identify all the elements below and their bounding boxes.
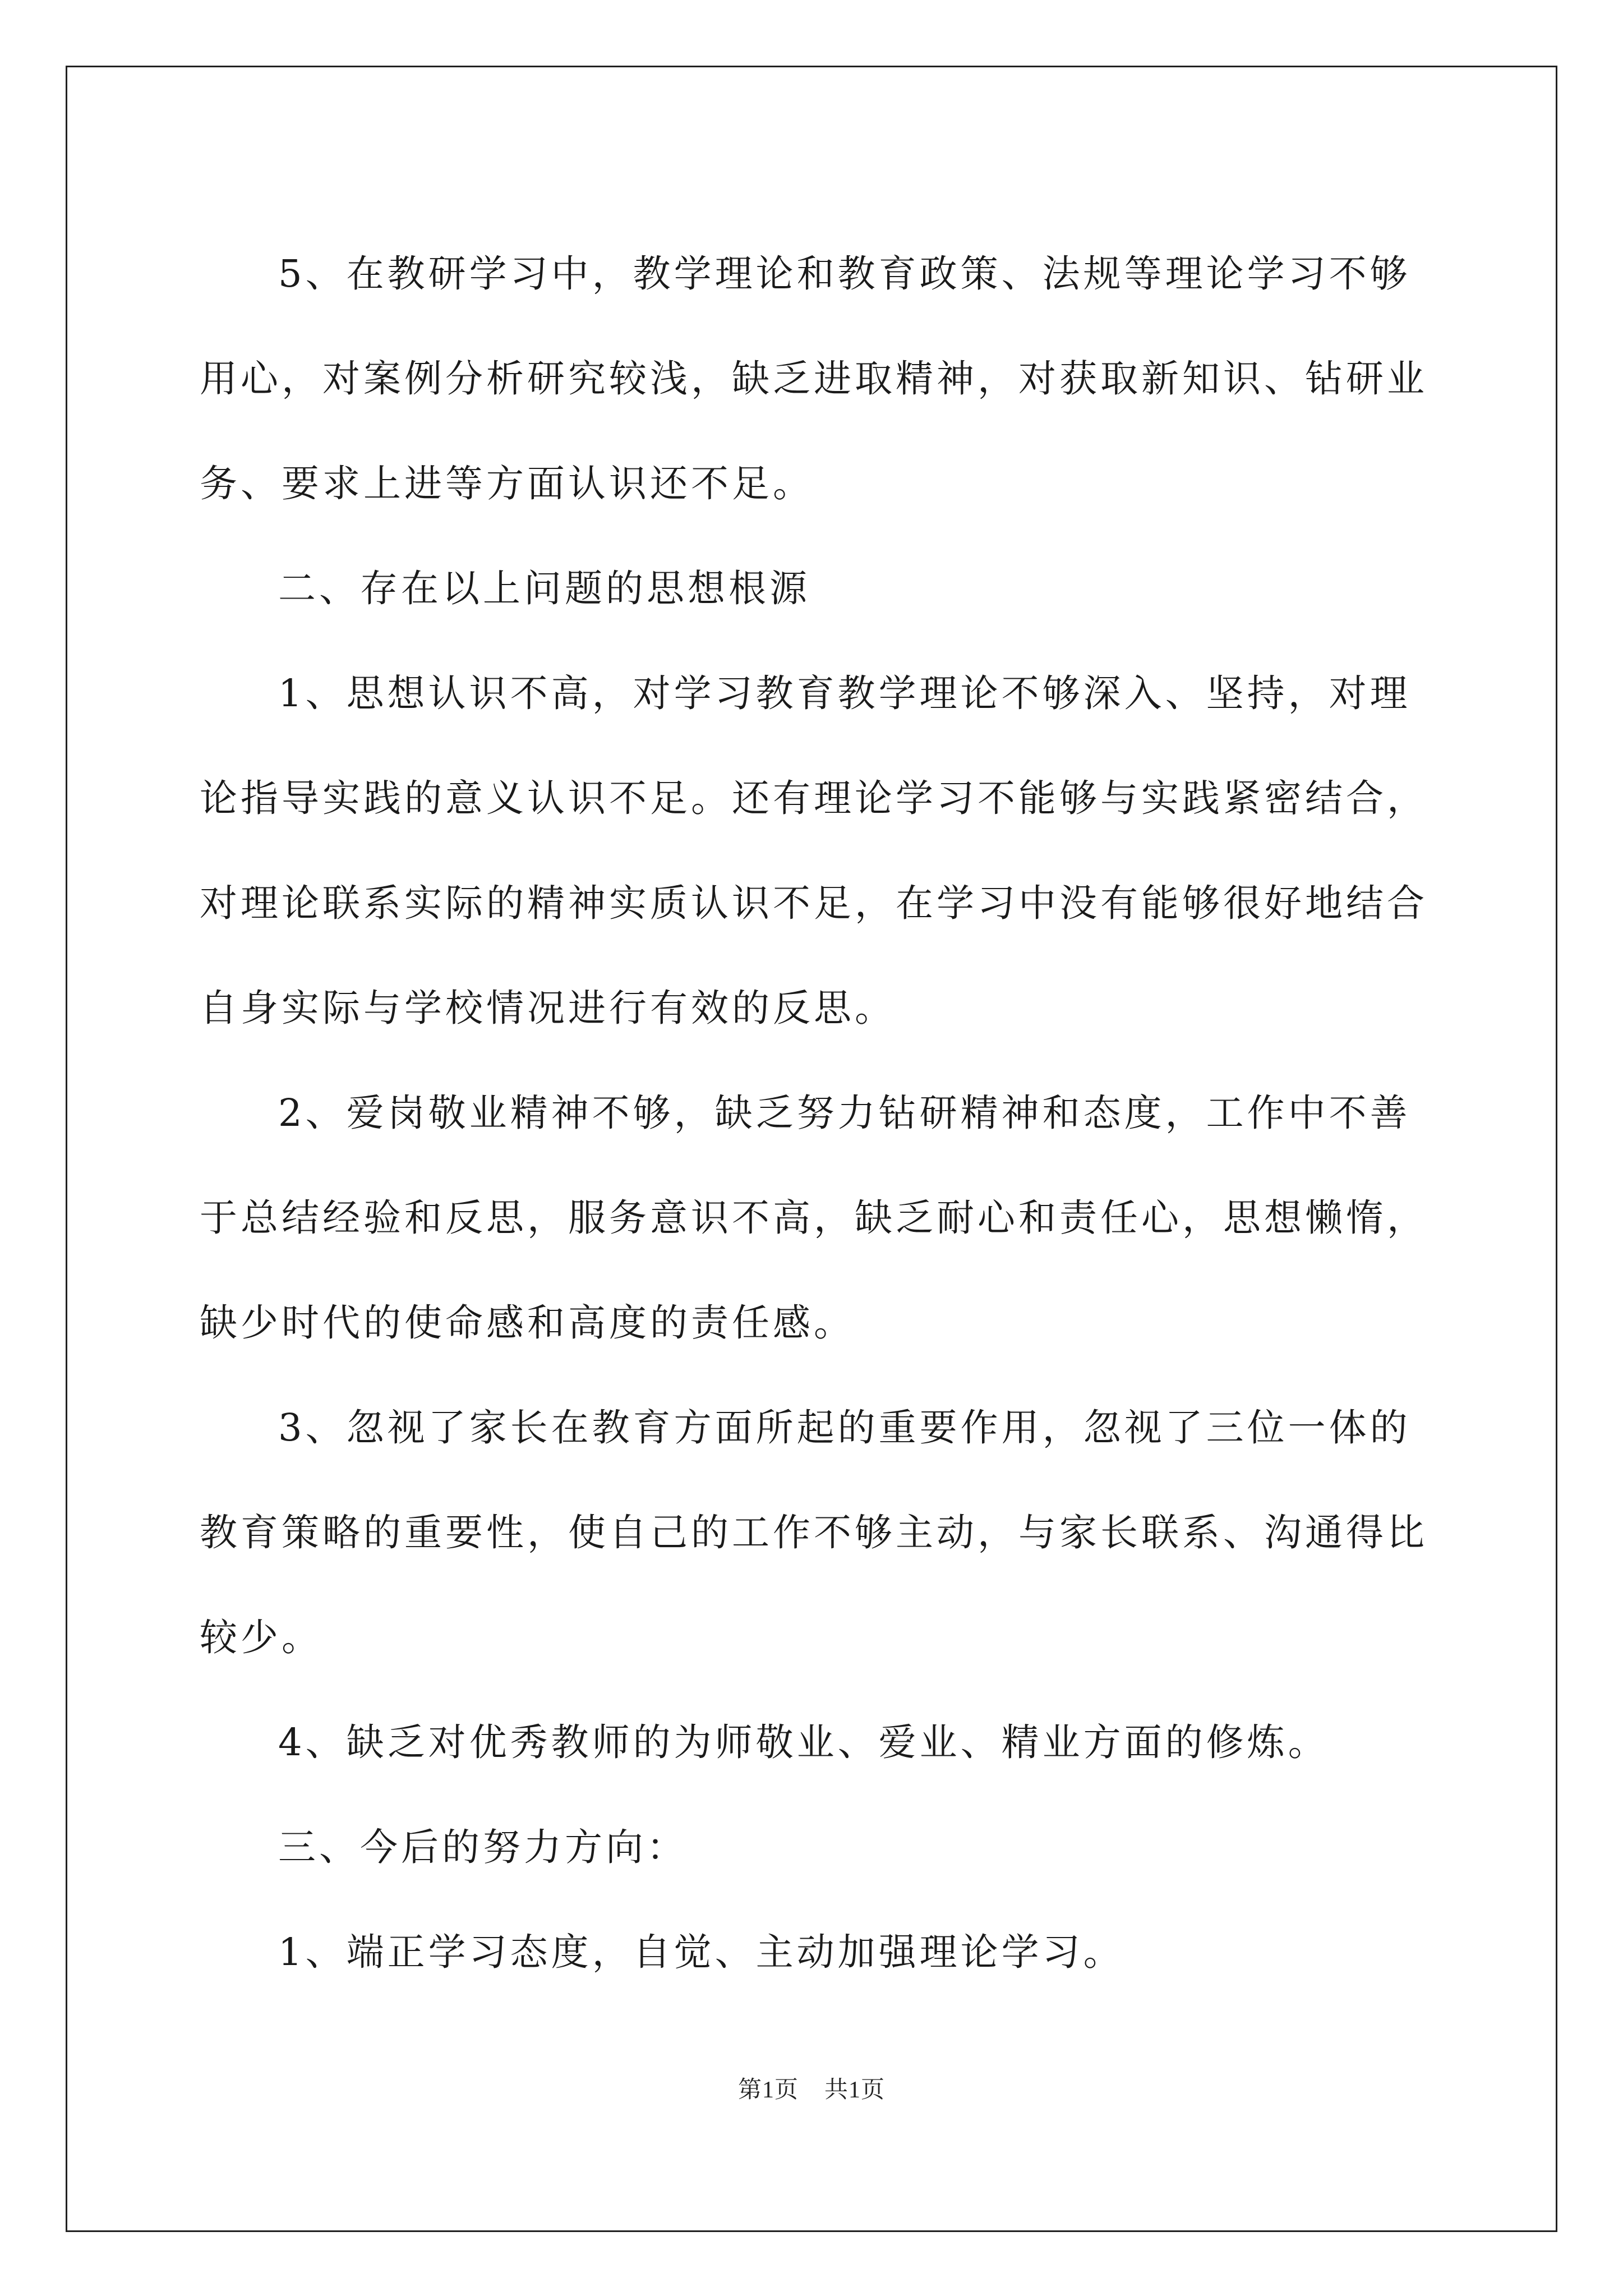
paragraph-cause-1: 1、思想认识不高，对学习教育教学理论不够深入、坚持，对理论指导实践的意义认识不足。还有理论学习不能够与实践紧密结合，对理论联系实际的精神实质认识不足，在学习中没有能够很好地结合自身实际与学校情况进行有效的反思。 [200,671,1428,1030]
paragraph-cause-4: 4、缺乏对优秀教师的为师敬业、爱业、精业方面的修炼。 [278,1720,1329,1764]
section-heading-future-direction: 三、今后的努力方向： [278,1825,688,1869]
page-number: 第1页 [737,2077,799,2103]
page-total: 共1页 [824,2077,886,2103]
section-heading-root-causes: 二、存在以上问题的思想根源 [278,567,810,610]
paragraph-direction-1: 1、端正学习态度，自觉、主动加强理论学习。 [278,1930,1124,1974]
page-footer [0,2071,1623,2105]
document-body [200,222,1439,2005]
paragraph-cause-3: 3、忽视了家长在教育方面所起的重要作用，忽视了三位一体的教育策略的重要性，使自己的工作不够主动，与家长联系、沟通得比较少。 [200,1406,1428,1659]
paragraph-item-5-study: 5、在教研学习中，教学理论和教育政策、法规等理论学习不够用心，对案例分析研究较浅，缺乏进取精神，对获取新知识、钻研业务、要求上进等方面认识还不足。 [200,252,1428,505]
paragraph-cause-2: 2、爱岗敬业精神不够，缺乏努力钻研精神和态度，工作中不善于总结经验和反思，服务意识不高，缺乏耐心和责任心，思想懒惰，缺少时代的使命感和高度的责任感。 [200,1091,1428,1345]
